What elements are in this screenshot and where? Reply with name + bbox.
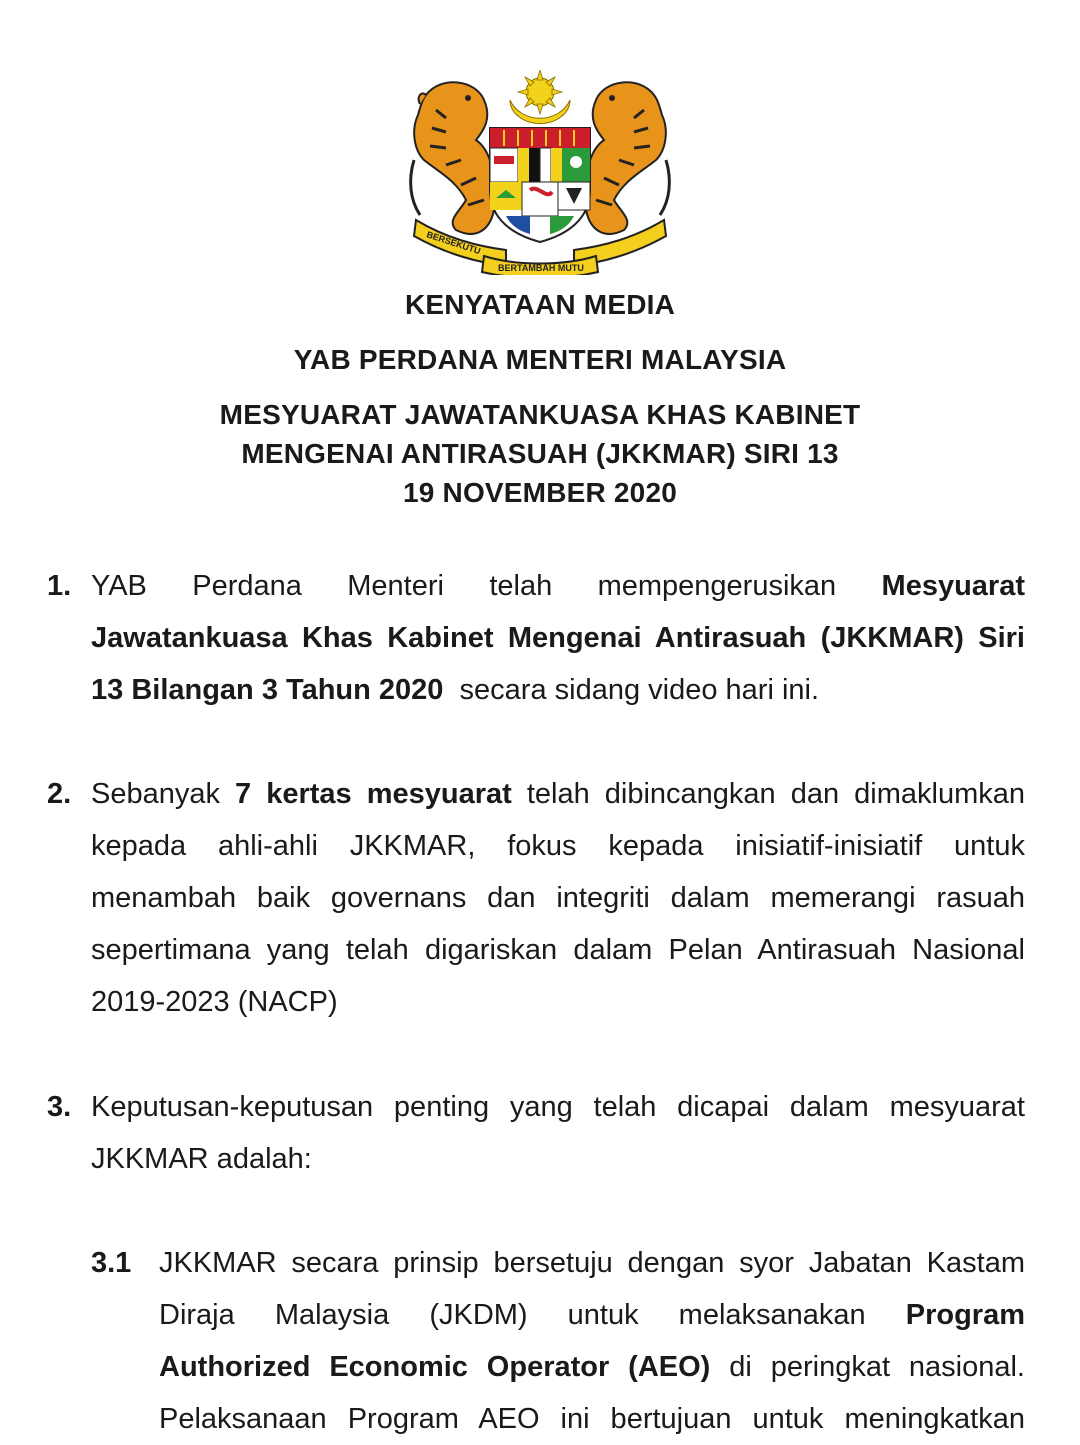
motto-left-text: BERSEKUTU bbox=[425, 229, 482, 257]
paragraph-2 bbox=[91, 768, 1025, 1028]
title-heading-line2: MENGENAI ANTIRASUAH (JKKMAR) SIRI 13 bbox=[241, 438, 839, 469]
paragraph-line: Sebanyak 7 kertas mesyuarat telah dibincangkan dan dimaklumkan bbox=[91, 778, 1025, 810]
document-type-heading: KENYATAAN MEDIA bbox=[404, 289, 676, 320]
paragraph-number-3: 3. bbox=[47, 1091, 72, 1123]
paragraph-line: 13 Bilangan 3 Tahun 2020 secara sidang video hari ini. bbox=[91, 674, 820, 706]
paragraph-line: YAB Perdana Menteri telah mempengerusikan Mesyuarat bbox=[91, 570, 1025, 602]
paragraph-number-1: 1. bbox=[47, 570, 72, 602]
right-tiger-icon bbox=[585, 82, 669, 234]
paragraph-line: 2019-2023 (NACP) bbox=[91, 986, 338, 1018]
subparagraph-number-3-1: 3.1 bbox=[91, 1247, 132, 1279]
date-heading: 19 NOVEMBER 2020 bbox=[403, 477, 677, 508]
paragraph-line: Keputusan-keputusan penting yang telah dicapai dalam mesyuarat bbox=[91, 1091, 1025, 1123]
paragraph-number-2: 2. bbox=[47, 778, 72, 810]
paragraph-line: Authorized Economic Operator (AEO) di peringkat nasional. bbox=[159, 1351, 1025, 1383]
paragraph-line: sepertimana yang telah digariskan dalam Pelan Antirasuah Nasional bbox=[91, 934, 1025, 966]
paragraph-line: menambah baik governans dan integriti dalam memerangi rasuah bbox=[91, 882, 1025, 914]
paragraph-line: JKKMAR secara prinsip bersetuju dengan syor Jabatan Kastam bbox=[159, 1247, 1025, 1279]
paragraph-3 bbox=[91, 1081, 1025, 1185]
paragraph-1 bbox=[91, 560, 1025, 716]
motto-bottom-text: BERTAMBAH MUTU bbox=[498, 263, 584, 273]
shield-icon bbox=[490, 128, 590, 242]
issuer-heading: YAB PERDANA MENTERI MALAYSIA bbox=[293, 344, 787, 375]
paragraph-line: Jawatankuasa Khas Kabinet Mengenai Antirasuah (JKKMAR) Siri bbox=[91, 622, 1025, 654]
federal-star-icon bbox=[518, 70, 562, 114]
paragraph-line: kepada ahli-ahli JKKMAR, fokus kepada inisiatif-inisiatif untuk bbox=[91, 830, 1025, 862]
left-tiger-icon bbox=[411, 82, 495, 234]
subparagraph-3-1 bbox=[159, 1237, 1025, 1445]
coat-of-arms-emblem bbox=[406, 70, 674, 275]
paragraph-line: Pelaksanaan Program AEO ini bertujuan untuk meningkatkan bbox=[159, 1403, 1025, 1435]
paragraph-line: Diraja Malaysia (JKDM) untuk melaksanakan Program bbox=[159, 1299, 1025, 1331]
paragraph-line: JKKMAR adalah: bbox=[91, 1143, 312, 1175]
title-heading-line1: MESYUARAT JAWATANKUASA KHAS KABINET bbox=[219, 399, 861, 430]
